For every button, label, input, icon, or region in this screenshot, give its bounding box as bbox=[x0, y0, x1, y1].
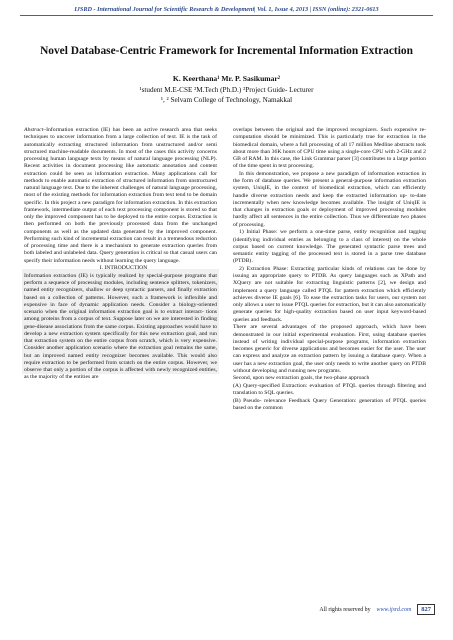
paper-title: Novel Database-Centric Framework for Incremental Information Extraction bbox=[40, 45, 413, 57]
page-number: 827 bbox=[417, 604, 435, 615]
footer-rights: All rights reserved by bbox=[319, 606, 371, 613]
affiliation-line-1: ¹student M.E-CSE ²M.Tech (Ph.D.) ²Project Guide- Lecturer bbox=[139, 86, 314, 94]
body-paragraph-4: Second, upon new extraction goals, the two-phase approach bbox=[233, 375, 370, 382]
section-heading-introduction: I. INTRODUCTION bbox=[99, 265, 148, 272]
introduction-paragraph: Information extraction (IE) is typically realized by special-purpose programs that perform a sequence of processing modules, including sentence splitters, tokenizers, named entity recognizers, shallow or deep syntactic parsers, and finally extraction based on a collection of patterns. However, such a framework is inflexible and expensive in face of dynamic application needs. Consider a biology-oriented scenario when the original information extraction goal is to extract interact- tions among proteins from a corpus of text. Suppose later on we are interested in finding gene-disease associations from the same corpus. Existing approaches would have to develop a new extraction system specifically for this new extraction goal, and run that extraction system on the entire corpus from scratch, which is very expensive. Consider another application scenario where the extraction goal remains the same, but an improved named entity recognizer becomes available. This would also require extraction to be performed from scratch on the entire corpus. However, we observe that only a portion of the corpus is affected with newly recognized entities, as the majority of the entities are bbox=[24, 272, 217, 381]
abstract-label: Abstract bbox=[24, 127, 44, 133]
left-column bbox=[24, 127, 217, 382]
affiliation-line-2: ¹, ² Selvam College of Technology, Namakkal bbox=[160, 96, 293, 104]
body-paragraph-3: There are several advantages of the proposed approach, which have been demonstrated in our initial experimental evaluation. First, using database queries instead of writing individual special-purpose programs, information extraction becomes generic for diverse applications and becomes easier for the user. The user can express and analyze an extraction pattern by issuing a database query. When a user has a new extraction goal, the user only needs to write another query on PTDB without developing and running new programs. bbox=[233, 324, 426, 374]
abstract-text: –Information extraction (IE) has been an active research area that seeks techniques to uncover information from a large collection of text. IE is the task of automatically extracting structured information from unstructured and/or semi structured machine-readable documents. In most of the cases this activity concerns processing human language texts by means of natural language processing (NLP). Recent activities in document processing like automatic annotation and content extraction could be seen as information extraction. Many applications call for methods to enable automatic extraction of structured information from unstructured natural language text. Due to the inherent challenges of natural language processing, most of the existing methods for information extraction from text tend to be domain specific. In this project a new paradigm for information extraction. In this extraction framework, intermediate output of each text processing component is stored so that only the improved component has to be deployed to the entire corpus. Extraction is then performed on both the previously processed data from the unchanged components as well as the updated data generated by the improved component. Performing such kind of incremental extraction can result in a tremendous reduction of processing time and there is a mechanism to generate extraction queries from both labeled and unlabeled data. Query generation is critical so that casual users can specify their information needs without learning the query language. bbox=[24, 127, 217, 264]
paper-authors: K. Keerthana¹ Mr. P. Sasikumar² bbox=[172, 74, 281, 83]
extraction-phase-item: 2) Extraction Phase: Extracting particular kinds of relations can be done by issuing an appropriate query to PTDB. As query languages such as XPath and XQuery are not suitable for extracting linguistic patterns [2], we design and implement a query language called PTQL for pattern extraction which efficiently achieves diverse IE goals [6]. To ease the extraction tasks for users, our system not only allows a user to issue PTQL queries for extraction, but it can also automatically generate queries for high-quality extraction based on user input keyword-based queries and feedback. bbox=[233, 265, 426, 323]
header-divider bbox=[20, 15, 433, 16]
body-paragraph-1: overlaps between the original and the improved recognizers. Such expensive re-computation should be minimized. This is particularly true for extraction in the biomedical domain, where a full processing of all 17 million Medline abstracts took about more than 36K hours of CPU time using a single-core CPU with 2-GHz and 2 GB of RAM. In this case, the Link Grammar parser [3] contributes to a large portion of the time spent in text processing. bbox=[233, 127, 426, 170]
footer-url-link[interactable]: www.ijsrd.com bbox=[376, 606, 412, 613]
list-item-a: (A) Query-specified Extraction: evaluation of PTQL queries through filtering and translation to SQL queries. bbox=[233, 383, 426, 397]
page-footer bbox=[319, 604, 435, 615]
list-item-b: (B) Pseudo- relevance Feedback Query Generation: generation of PTQL queries based on the common bbox=[233, 397, 426, 412]
right-column bbox=[233, 127, 426, 413]
initial-phase-item: 1) Initial Phase: we perform a one-time parse, entity recognition and tagging (identifying individual entries as belonging to a class of interest) on the whole corpus based on current knowledge. The generated syntactic parse trees and semantic entity tagging of the processed text is stored in a parse tree database (PTDB). bbox=[233, 229, 426, 265]
body-paragraph-2: In this demonstration, we propose a new paradigm of information extraction in the form of database queries. We present a general-purpose information extraction system, UniqIE, in the context of biomedical extraction, which can efficiently handle diverse extraction needs and keep the extracted information up- to-date incrementally when new knowledge becomes available. The insight of UniqIE is that changes in extraction goals or deployment of improved processing modules hardly affect all sentences in the entire collection. Thus we differentiate two phases of processing. bbox=[233, 170, 426, 228]
abstract-paragraph bbox=[24, 127, 217, 265]
journal-header: IJSRD - International Journal for Scientific Research & Development| Vol. 1, Issue 4, 2013 | ISSN (online): 2321-0613 bbox=[74, 6, 379, 13]
